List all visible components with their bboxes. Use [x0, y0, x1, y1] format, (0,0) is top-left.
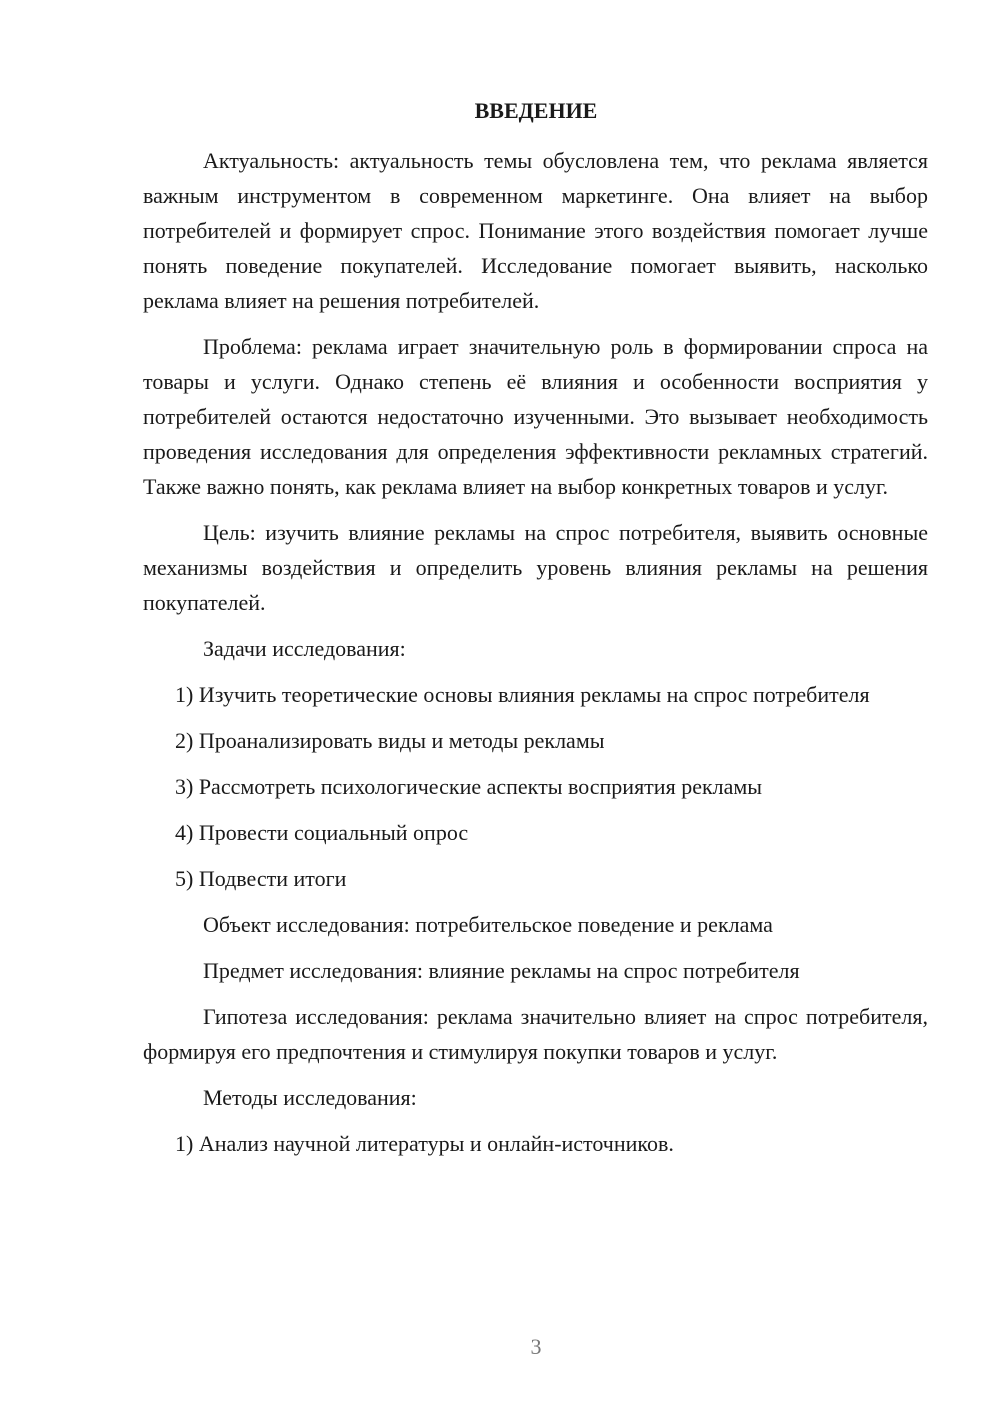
task-item-4: 4) Провести социальный опрос: [175, 820, 469, 845]
method-item-1: 1) Анализ научной литературы и онлайн-источников.: [175, 1131, 674, 1156]
task-item-1: 1) Изучить теоретические основы влияния рекламы на спрос потребителя: [175, 682, 870, 707]
task-item-5: 5) Подвести итоги: [175, 866, 347, 891]
page-number: 3: [530, 1334, 542, 1359]
paragraph-problem: Проблема: реклама играет значительную роль в формировании спроса на товары и услуги. Однако степень её влияния и особенности восприятия у потребителей остаются недостаточно изученными. Это вызывает необходимость проведения исследования для определения эффективности рекламных стратегий. Также важно понять, как реклама влияет на выбор конкретных товаров и услуг.: [143, 334, 928, 499]
paragraph-relevance: Актуальность: актуальность темы обусловлена тем, что реклама является важным инструментом в современном маркетинге. Она влияет на выбор потребителей и формирует спрос. Понимание этого воздействия помогает лучше понять поведение покупателей. Исследование помогает выявить, насколько реклама влияет на решения потребителей.: [143, 148, 928, 313]
paragraph-goal: Цель: изучить влияние рекламы на спрос потребителя, выявить основные механизмы воздействия и определить уровень влияния рекламы на решения покупателей.: [143, 520, 928, 615]
task-item-2: 2) Проанализировать виды и методы рекламы: [175, 728, 605, 753]
document-body: [143, 143, 928, 1161]
research-hypothesis: Гипотеза исследования: реклама значительно влияет на спрос потребителя, формируя его предпочтения и стимулируя покупки товаров и услуг.: [143, 1004, 928, 1064]
tasks-heading: Задачи исследования:: [203, 636, 406, 661]
page-title: ВВЕДЕНИЕ: [474, 98, 598, 123]
research-object: Объект исследования: потребительское поведение и реклама: [203, 912, 773, 937]
methods-heading: Методы исследования:: [203, 1085, 417, 1110]
research-subject: Предмет исследования: влияние рекламы на спрос потребителя: [203, 958, 800, 983]
task-item-3: 3) Рассмотреть психологические аспекты восприятия рекламы: [175, 774, 763, 799]
